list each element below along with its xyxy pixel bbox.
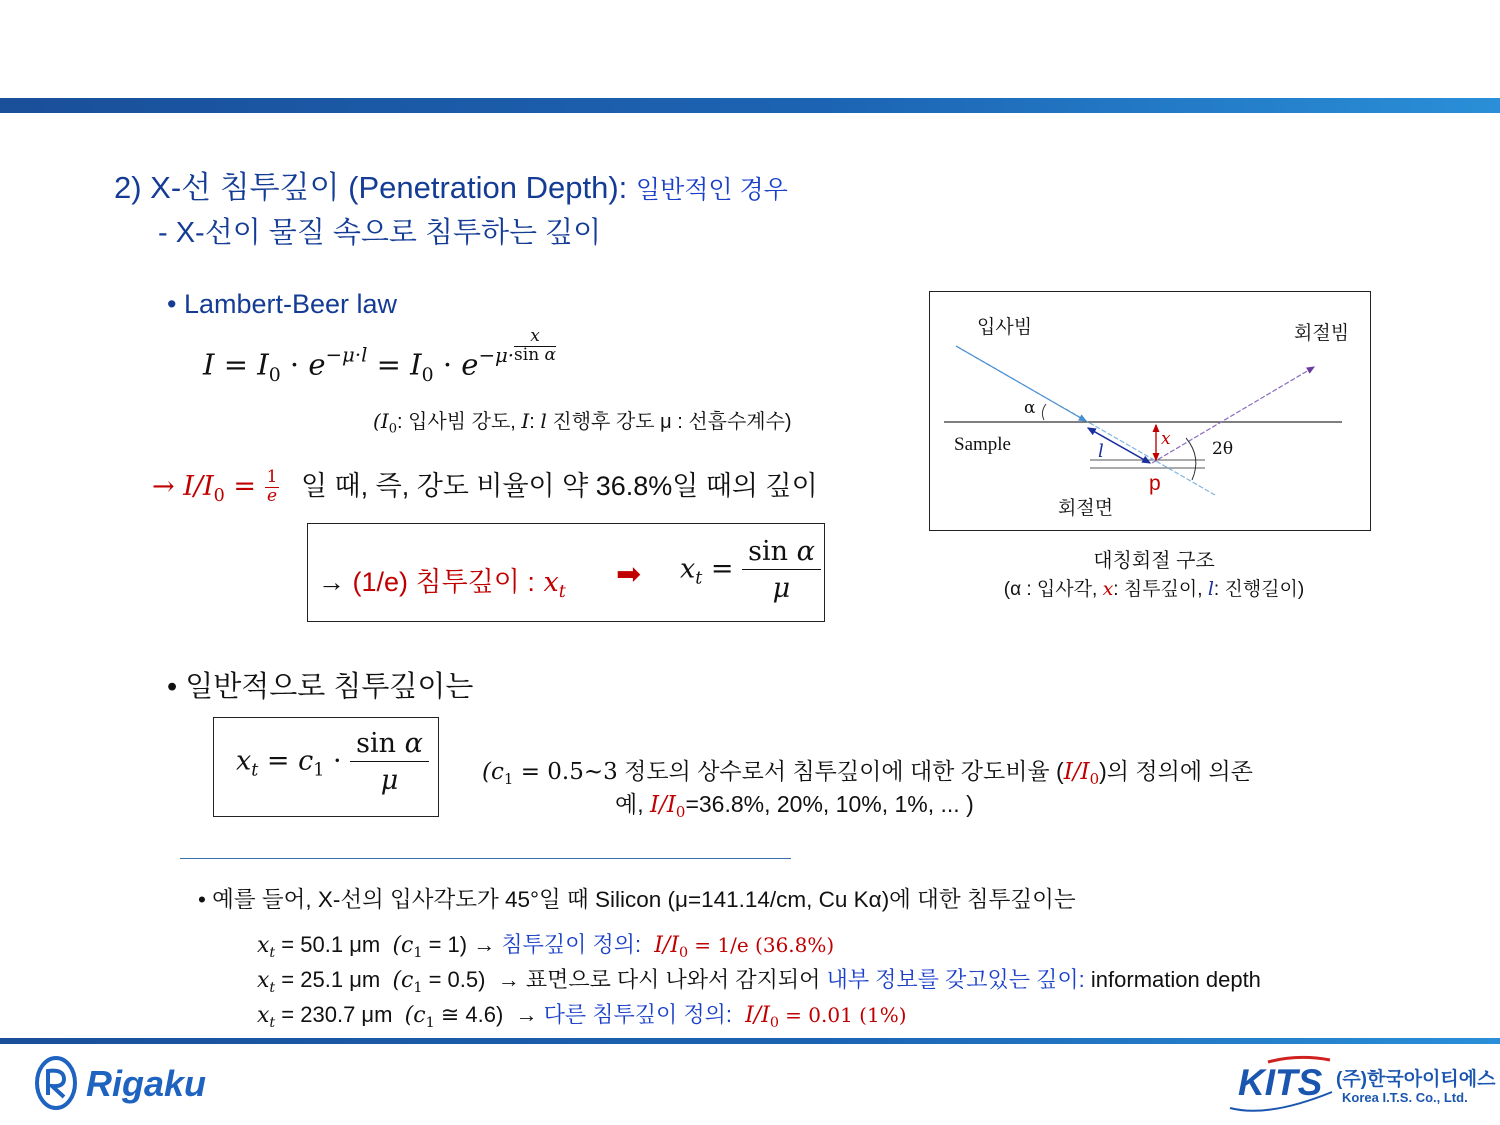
plane-label: 회절면 <box>1058 498 1114 519</box>
title-main: 2) X-선 침투깊이 (Penetration Depth): <box>114 170 628 205</box>
incident-arrow <box>956 346 1086 421</box>
rigaku-wordmark: Rigaku <box>86 1063 207 1104</box>
lambert-equation: $I = I_0 \cdot e^{-\mu\cdot l} = I_0 \cdot e^{-\mu\cdot \frac{x}{\text{sin α}}}$ <box>203 326 557 386</box>
sample-label: Sample <box>954 434 1011 455</box>
c1-description: ($c_1$ = 0.5~3 정도의 상수로서 침투깊이에 대한 강도비율 $(I/I_0)$의 정의에 의존 <box>482 758 1253 789</box>
row2-blue: 내부 정보를 갖고있는 깊이: <box>826 967 1085 992</box>
lambert-bullet: • Lambert-Beer law <box>167 289 398 319</box>
rigaku-emblem-icon <box>34 1055 82 1111</box>
row1-eq: = 1/e (36.8%) <box>694 933 835 957</box>
kits-wordmark: KITS <box>1238 1062 1323 1103</box>
kits-logo <box>1228 1052 1496 1114</box>
c1-desc-end: )의 정의에 의존 <box>1099 758 1253 784</box>
legend-incident: : 입사빔 강도, <box>397 411 516 433</box>
l-label: l <box>1098 441 1104 462</box>
row3-eq: = 0.01 (1%) <box>785 1003 907 1027</box>
header-bar <box>0 98 1500 113</box>
row3-def: 다른 침투깊이 정의: <box>543 1002 732 1027</box>
alpha-label: α <box>1024 398 1036 418</box>
rigaku-logo <box>34 1055 274 1111</box>
example-row-1: $x_t = 50.1$ μm $(c_1 = 1)$ → 침투깊이 정의: $I/I_0 = 1/e$ (36.8%) <box>257 932 835 961</box>
legend-mu: μ : 선흡수계수) <box>660 411 792 433</box>
incident-label: 입사빔 <box>977 317 1033 338</box>
diagram-caption-2: (α : 입사각, x: 침투깊이, l: 진행길이) <box>1003 578 1305 600</box>
box-label: (1/e) 침투깊이 : <box>352 567 535 597</box>
row2-desc: 표면으로 다시 나와서 감지되어 <box>525 967 821 992</box>
row2-value: = 25.1 μm <box>281 967 381 992</box>
row2-end: information depth <box>1090 967 1261 992</box>
c1-desc: 정도의 상수로서 침투깊이에 대한 강도비율 ( <box>624 758 1064 784</box>
example-intro: • 예를 들어, X-선의 입사각도가 45°일 때 Silicon (μ=141.14/cm, Cu Kα)에 대한 침투깊이는 <box>198 887 1076 912</box>
arrow-icon: ➡ <box>616 558 642 591</box>
two-theta-label: 2θ <box>1212 439 1234 459</box>
ratio-text: 일 때, 즉, 강도 비율이 약 36.8%일 때의 깊이 <box>300 471 818 501</box>
title-line2: - X-선이 물질 속으로 침투하는 깊이 <box>158 217 602 249</box>
title-sub: 일반적인 경우 <box>635 176 788 204</box>
example-row-3: $x_t = 230.7$ μm ($c_1$ ≅ 4.6) → 다른 침투깊이 정의: $I/I_0 = 0.01$ (1%) <box>257 1002 907 1031</box>
row3-c: ≅ 4.6) <box>440 1002 504 1027</box>
slide-title <box>114 162 788 207</box>
kits-korean-name: (주)한국아이티에스 <box>1336 1069 1496 1090</box>
row2-c: = 0.5) <box>428 967 486 992</box>
example-ratios: 예, $I/I_0=36.8\%$, 20%, 10%, 1%, ... ) <box>615 791 974 822</box>
ratio-line: → $I/I_0$ = $\frac{1}{e}$ 일 때, 즉, 강도 비율이 약 36.8%일 때의 깊이 <box>152 467 818 507</box>
row1-value: = 50.1 μm <box>281 932 381 957</box>
c1-range: = 0.5~3 <box>520 759 618 785</box>
row1-c: = 1) <box>428 932 468 957</box>
example-prefix: 예, <box>615 791 644 817</box>
caption2-c: : 진행길이) <box>1213 579 1305 600</box>
footer-bar <box>0 1038 1500 1044</box>
diagram-caption-1: 대칭회절 구조 <box>1093 550 1215 572</box>
legend-colon: : <box>529 411 535 433</box>
row3-value: = 230.7 μm <box>281 1002 393 1027</box>
penetration-depth-box: → (1/e) 침투깊이 : $x_t$ ➡ $x_t$ = $\frac{\text{sin α}}{\mu}$ <box>307 523 825 622</box>
diffracted-label: 회절빔 <box>1294 323 1350 344</box>
caption2-b: : 침투깊이, <box>1113 579 1203 600</box>
legend-transmitted: 진행후 강도 <box>552 411 655 433</box>
two-theta-arc <box>1186 438 1196 480</box>
general-formula-box: $x_t = c_1$ · $\frac{\text{sin α}}{\mu}$ <box>213 717 439 817</box>
alpha-arc <box>1042 404 1046 420</box>
divider <box>180 858 791 859</box>
p-label: p <box>1149 472 1161 495</box>
general-bullet: • 일반적으로 침투깊이는 <box>167 671 474 703</box>
lambert-legend: ($I_0$: 입사빔 강도, I: l 진행후 강도 μ : 선흡수계수) <box>373 409 792 437</box>
row1-def: 침투깊이 정의: <box>501 932 642 957</box>
diffraction-diagram <box>929 291 1371 531</box>
example-row-2: $x_t = 25.1$ μm $(c_1 = 0.5)$ → 표면으로 다시 나와서 감지되어 내부 정보를 갖고있는 깊이: information depth <box>257 967 1261 996</box>
x-label: x <box>1161 429 1171 449</box>
kits-english-name: Korea I.T.S. Co., Ltd. <box>1342 1090 1468 1105</box>
caption2-a: (α : 입사각, <box>1003 579 1098 600</box>
example-values: =36.8%, 20%, 10%, 1%, ... ) <box>685 791 974 817</box>
